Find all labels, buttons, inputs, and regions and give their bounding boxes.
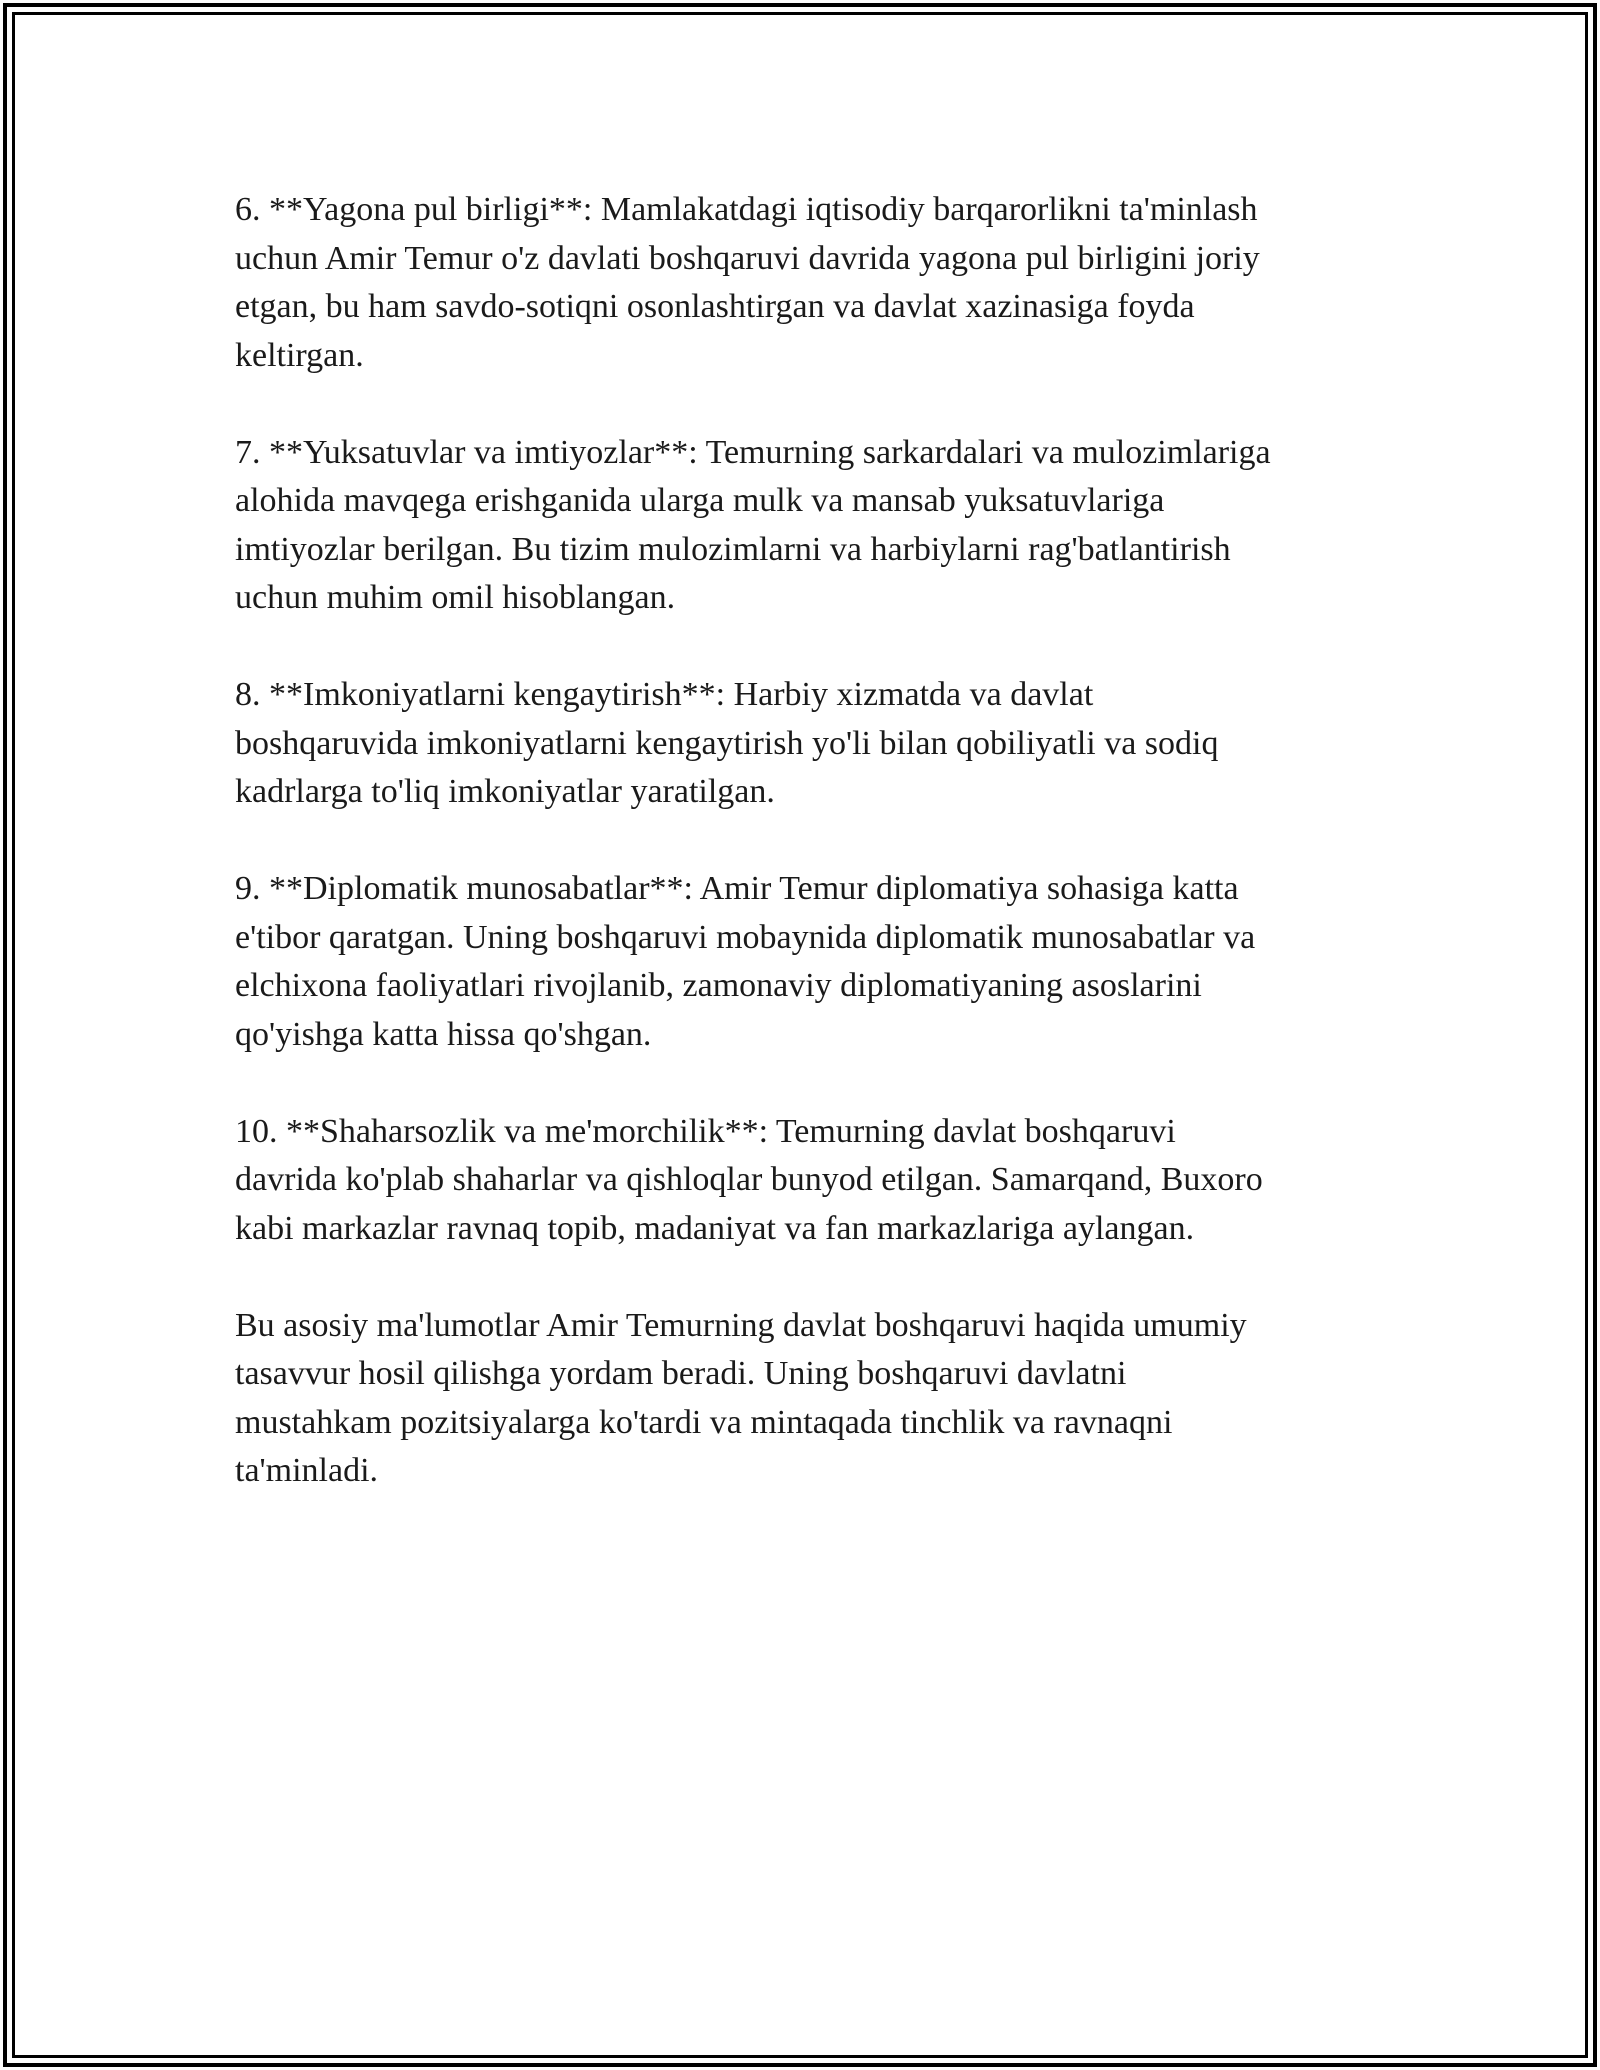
paragraph-item-6: 6. **Yagona pul birligi**: Mamlakatdagi iqtisodiy barqarorlikni ta'minlash uchun Amir Temur o'z davlati boshqaruvi davrida yagona pul birligini joriy etgan, bu ham savdo-sotiqni osonlashtirgan va davlat xazinasiga foyda keltirgan. (235, 191, 1260, 374)
paragraph-item-8: 8. **Imkoniyatlarni kengaytirish**: Harbiy xizmatda va davlat boshqaruvida imkoniyatlarni kengaytirish yo'li bilan qobiliyatli va sodiq kadrlarga to'liq imkoniyatlar yaratilgan. (235, 676, 1219, 810)
paragraph-item-7: 7. **Yuksatuvlar va imtiyozlar**: Temurning sarkardalari va mulozimlariga alohida mavqega erishganida ularga mulk va mansab yuksatuvlariga imtiyozlar berilgan. Bu tizim mulozimlarni va harbiylarni rag'batlantirish uchun muhim omil hisoblangan. (235, 433, 1271, 616)
document-body (235, 186, 1385, 1496)
paragraph-item-9: 9. **Diplomatik munosabatlar**: Amir Temur diplomatiya sohasiga katta e'tibor qaratgan. Uning boshqaruvi mobaynida diplomatik munosabatlar va elchixona faoliyatlari rivojlanib, zamonaviy diplomatiyaning asoslarini qo'yishga katta hissa qo'shgan. (235, 870, 1256, 1053)
paragraph-item-10: 10. **Shaharsozlik va me'morchilik**: Temurning davlat boshqaruvi davrida ko'plab shaharlar va qishloqlar bunyod etilgan. Samarqand, Buxoro kabi markazlar ravnaq topib, madaniyat va fan markazlariga aylangan. (235, 1112, 1263, 1247)
paragraph-conclusion: Bu asosiy ma'lumotlar Amir Temurning davlat boshqaruvi haqida umumiy tasavvur hosil qilishga yordam beradi. Uning boshqaruvi davlatni mustahkam pozitsiyalarga ko'tardi va mintaqada tinchlik va ravnaqni ta'minladi. (235, 1306, 1247, 1489)
